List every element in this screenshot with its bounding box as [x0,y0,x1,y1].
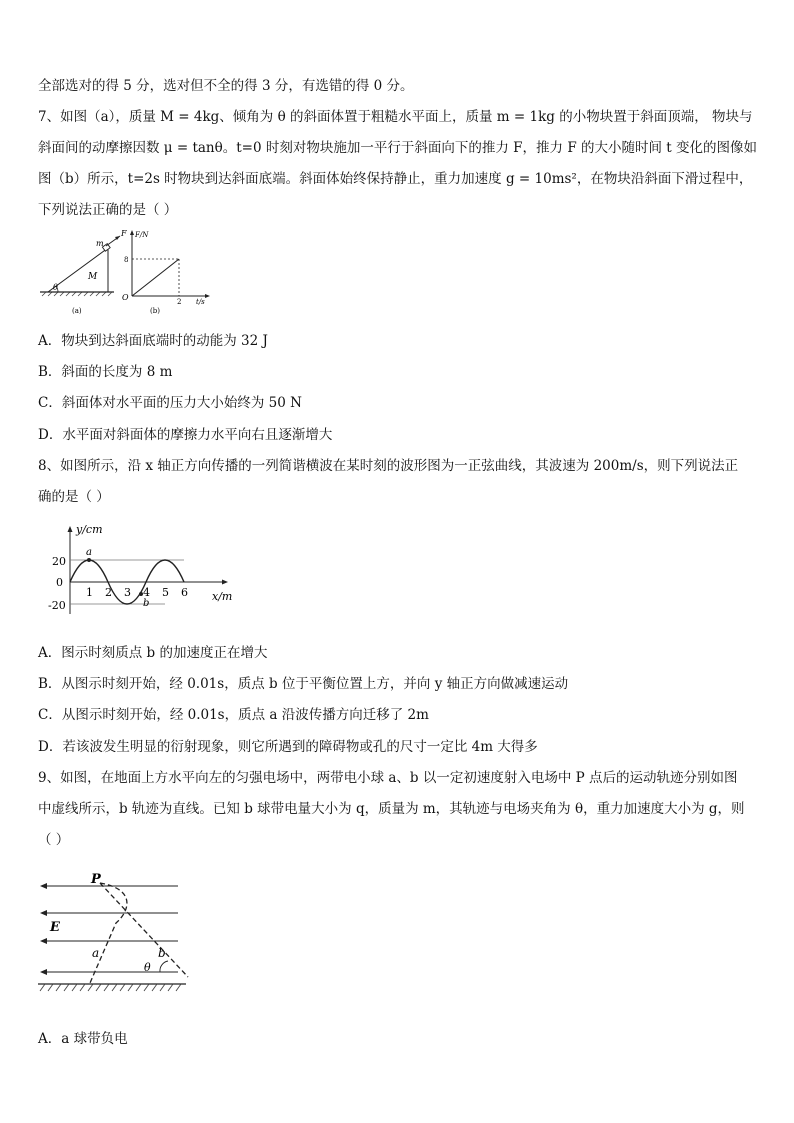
theta-label: θ [53,283,58,292]
q9-line-1: 9、如图，在地面上方水平向左的匀强电场中，两带电小球 a、b 以一定初速度射入电场中 P 点后的运动轨迹分别如图 [38,770,738,786]
x-tick-1: 1 [86,586,93,599]
M-label: M [88,272,98,282]
x-axis-label: t/s [196,298,205,306]
q9-line-2: 中虚线所示，b 轨迹为直线。已知 b 球带电量大小为 q，质量为 m，其轨迹与电场夹角为 θ，重力加速度大小为 g，则 [38,801,745,817]
x-tick-4: 4 [143,586,150,599]
y-tick-8: 8 [124,256,129,264]
trajectory-a [90,883,127,983]
point-a [87,558,91,562]
x-tick-5: 5 [162,586,169,599]
q7-figure [36,226,216,322]
q9-field-figure [36,865,196,1000]
F-label: F [121,229,127,238]
fig-b-label: (b) [150,307,160,315]
y-tick-20: 20 [52,555,66,568]
m-label: m [96,239,104,248]
q7-line-3: 图（b）所示，t=2s 时物块到达斜面底端。斜面体始终保持静止，重力加速度 g = 10ms²，在物块沿斜面下滑过程中， [38,171,753,187]
wave-x-axis-label: x/m [212,590,233,603]
wave-y-axis-label: y/cm [76,523,103,536]
ball-b-label: b [158,946,166,960]
q9-line-3: （ ） [38,832,70,848]
y-tick-0: 0 [56,576,63,589]
q9-option-a: A．a 球带负电 [38,1031,128,1047]
point-a-label: a [86,547,92,558]
field-E-label: E [50,920,60,935]
x-tick-3: 3 [124,586,131,599]
q8-option-b: B．从图示时刻开始，经 0.01s，质点 b 位于平衡位置上方，并向 y 轴正方向做减速运动 [38,676,569,692]
x-tick-6: 6 [181,586,188,599]
force-time-graph [122,230,210,315]
q8-option-d: D．若该波发生明显的衍射现象，则它所遇到的障碍物或孔的尺寸一定比 4m 大得多 [38,739,538,755]
q7-option-d: D．水平面对斜面体的摩擦力水平向右且逐渐增大 [38,427,333,443]
q7-line-1: 7、如图（a），质量 M = 4kg、倾角为 θ 的斜面体置于粗糙水平面上，质量 m = 1kg 的小物块置于斜面顶端， 物块与 [38,109,753,125]
q7-line-4: 下列说法正确的是（ ） [38,202,178,218]
ball-a-label: a [92,946,100,960]
origin-label: O [122,293,129,302]
y-axis-label: F/N [135,231,149,239]
point-b-label: b [143,598,150,609]
y-tick-neg20: -20 [48,599,66,612]
incline-diagram [40,229,127,315]
q8-wave-figure [40,520,240,620]
x-tick-2: 2 [105,586,112,599]
fig-a-label: (a) [72,307,82,315]
q8-option-c: C．从图示时刻开始，经 0.01s，质点 a 沿波传播方向迁移了 2m [38,707,429,723]
q8-option-a: A．图示时刻质点 b 的加速度正在增大 [38,645,268,661]
q8-line-2: 确的是（ ） [38,489,110,505]
x-tick-2: 2 [177,298,182,306]
q7-option-c: C．斜面体对水平面的压力大小始终为 50 N [38,395,302,411]
point-P-label: P [91,872,101,887]
q7-option-a: A．物块到达斜面底端时的动能为 32 J [38,333,268,349]
q7-option-b: B．斜面的长度为 8 m [38,364,173,380]
intro-text: 全部选对的得 5 分，选对但不全的得 3 分，有选错的得 0 分。 [38,78,414,94]
theta-angle-label: θ [144,961,151,974]
q8-line-1: 8、如图所示，沿 x 轴正方向传播的一列简谐横波在某时刻的波形图为一正弦曲线，其波速为 200m/s，则下列说法正 [38,458,739,474]
q7-line-2: 斜面间的动摩擦因数 μ = tanθ。t=0 时刻对物块施加一平行于斜面向下的推力 F，推力 F 的大小随时间 t 变化的图像如 [38,140,757,156]
